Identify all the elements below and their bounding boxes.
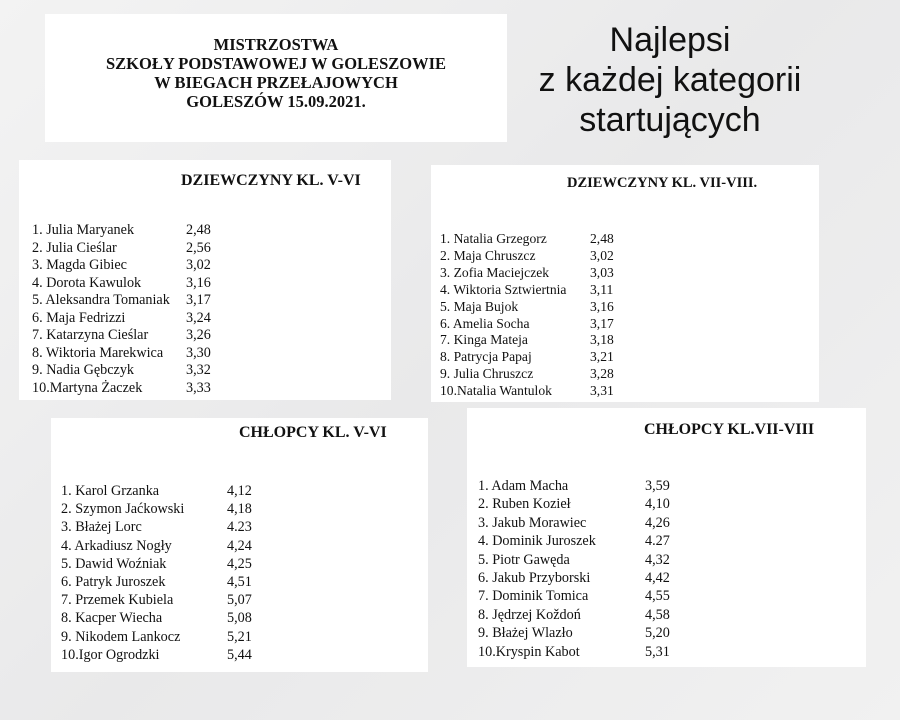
- result-row: [32, 345, 211, 363]
- athlete-time: 4,55: [645, 588, 670, 605]
- athlete-time: 3,17: [186, 292, 211, 308]
- athlete-time: 4,51: [227, 574, 252, 591]
- subtitle-line: z każdej kategorii: [538, 61, 802, 99]
- athlete-time: 4,10: [645, 496, 670, 513]
- result-row: [440, 248, 614, 265]
- result-row: [478, 569, 670, 587]
- results-panel-girls-v-vi: [19, 160, 391, 400]
- category-title: CHŁOPCY KL.VII-VIII: [644, 421, 815, 438]
- result-row: [440, 282, 614, 299]
- result-row: [32, 275, 211, 293]
- result-row: [478, 606, 670, 624]
- athlete-time: 4,42: [645, 570, 670, 587]
- athlete-time: 4.27: [645, 533, 670, 550]
- athlete-time: 4.23: [227, 519, 252, 536]
- header-line: GOLESZÓW 15.09.2021.: [186, 92, 366, 111]
- athlete-name: 7. Dominik Tomica: [478, 588, 589, 605]
- header-line: MISTRZOSTWA: [213, 35, 339, 54]
- athlete-name: 4. Wiktoria Sztwiertnia: [440, 281, 567, 297]
- athlete-time: 2,48: [186, 222, 211, 238]
- result-row: [61, 537, 252, 555]
- result-row: [478, 477, 670, 495]
- athlete-time: 3,18: [590, 332, 614, 348]
- athlete-name: 10.Martyna Żaczek: [32, 379, 143, 396]
- athlete-name: 2. Szymon Jaćkowski: [61, 501, 185, 518]
- results-list: [478, 477, 670, 661]
- athlete-time: 3,59: [645, 478, 670, 494]
- athlete-time: 3,03: [590, 264, 614, 280]
- athlete-time: 5,08: [227, 610, 252, 627]
- athlete-name: 5. Piotr Gawęda: [478, 551, 570, 568]
- result-row: [440, 231, 614, 248]
- athlete-name: 4. Arkadiusz Nogły: [61, 537, 172, 554]
- result-row: [440, 349, 614, 366]
- result-row: [32, 362, 211, 380]
- athlete-time: 3,16: [590, 298, 614, 314]
- athlete-name: 4. Dominik Juroszek: [478, 533, 596, 550]
- header-line: W BIEGACH PRZEŁAJOWYCH: [154, 73, 398, 92]
- result-row: [440, 383, 614, 400]
- athlete-time: 3,30: [186, 344, 211, 361]
- result-row: [61, 573, 252, 591]
- athlete-name: 7. Przemek Kubiela: [61, 592, 174, 609]
- athlete-time: 4,32: [645, 551, 670, 568]
- athlete-name: 4. Dorota Kawulok: [32, 274, 142, 291]
- result-row: [61, 555, 252, 573]
- result-row: [440, 299, 614, 316]
- athlete-name: 7. Kinga Mateja: [440, 332, 528, 348]
- results-list: [440, 231, 614, 400]
- athlete-time: 3,11: [590, 281, 614, 297]
- result-row: [440, 332, 614, 349]
- athlete-name: 9. Julia Chruszcz: [440, 366, 534, 382]
- category-title: DZIEWCZYNY KL. VII-VIII.: [567, 175, 758, 191]
- slide-subtitle: [520, 20, 820, 140]
- athlete-name: 5. Aleksandra Tomaniak: [32, 292, 170, 308]
- athlete-name: 7. Katarzyna Cieślar: [32, 327, 149, 343]
- athlete-name: 10.Natalia Wantulok: [440, 383, 552, 399]
- athlete-name: 6. Maja Fedrizzi: [32, 309, 126, 326]
- athlete-time: 4,24: [227, 537, 252, 554]
- athlete-name: 9. Nikodem Lankocz: [61, 628, 181, 645]
- result-row: [478, 624, 670, 642]
- results-panel-boys-vii-viii: [467, 408, 866, 667]
- athlete-name: 1. Karol Grzanka: [61, 483, 160, 499]
- result-row: [32, 292, 211, 310]
- result-row: [32, 257, 211, 275]
- category-title: DZIEWCZYNY KL. V-VI: [181, 172, 361, 189]
- result-row: [32, 327, 211, 345]
- result-row: [32, 380, 211, 398]
- results-panel-girls-vii-viii: [431, 165, 819, 402]
- athlete-name: 6. Patryk Juroszek: [61, 574, 166, 591]
- athlete-time: 4,25: [227, 555, 252, 572]
- subtitle-line: Najlepsi: [609, 21, 731, 59]
- athlete-name: 8. Jędrzej Koždoń: [478, 606, 581, 623]
- athlete-name: 8. Kacper Wiecha: [61, 610, 163, 627]
- athlete-name: 10.Kryspin Kabot: [478, 643, 580, 660]
- result-row: [440, 265, 614, 282]
- athlete-name: 5. Dawid Woźniak: [61, 555, 167, 572]
- athlete-time: 3,28: [590, 366, 614, 382]
- athlete-name: 5. Maja Bujok: [440, 298, 519, 314]
- athlete-time: 3,33: [186, 379, 211, 396]
- athlete-time: 3,17: [590, 315, 614, 331]
- athlete-name: 1. Natalia Grzegorz: [440, 231, 547, 246]
- result-row: [440, 366, 614, 383]
- athlete-name: 8. Wiktoria Marekwica: [32, 344, 164, 361]
- athlete-time: 5,20: [645, 625, 670, 642]
- result-row: [478, 551, 670, 569]
- athlete-time: 4,26: [645, 514, 670, 531]
- athlete-name: 8. Patrycja Papaj: [440, 349, 532, 365]
- result-row: [478, 532, 670, 550]
- athlete-time: 4,58: [645, 606, 670, 623]
- result-row: [440, 316, 614, 333]
- athlete-time: 4,18: [227, 501, 252, 518]
- result-row: [61, 628, 252, 646]
- athlete-name: 9. Błażej Wlazło: [478, 625, 573, 642]
- result-row: [32, 222, 211, 240]
- athlete-name: 10.Igor Ogrodzki: [61, 646, 160, 663]
- athlete-name: 2. Maja Chruszcz: [440, 247, 536, 263]
- athlete-time: 2,48: [590, 231, 614, 246]
- athlete-name: 3. Zofia Maciejczek: [440, 264, 550, 280]
- athlete-time: 3,02: [186, 257, 211, 273]
- athlete-name: 6. Jakub Przyborski: [478, 570, 591, 587]
- athlete-time: 5,44: [227, 646, 252, 663]
- athlete-time: 5,07: [227, 592, 252, 609]
- athlete-time: 3,26: [186, 327, 211, 343]
- result-row: [61, 591, 252, 609]
- athlete-name: 1. Adam Macha: [478, 478, 569, 494]
- athlete-time: 2,56: [186, 239, 211, 256]
- result-row: [32, 240, 211, 258]
- result-row: [61, 609, 252, 627]
- athlete-name: 2. Julia Cieślar: [32, 239, 117, 256]
- results-panel-boys-v-vi: [51, 418, 428, 672]
- result-row: [32, 310, 211, 328]
- athlete-name: 2. Ruben Kozieł: [478, 496, 571, 513]
- athlete-time: 5,21: [227, 628, 252, 645]
- athlete-name: 1. Julia Maryanek: [32, 222, 135, 238]
- athlete-name: 9. Nadia Gębczyk: [32, 362, 135, 378]
- athlete-name: 3. Magda Gibiec: [32, 257, 127, 273]
- athlete-time: 3,31: [590, 383, 614, 399]
- category-title: CHŁOPCY KL. V-VI: [239, 424, 387, 441]
- athlete-time: 3,24: [186, 309, 211, 326]
- results-list: [32, 222, 211, 397]
- result-row: [61, 500, 252, 518]
- results-list: [61, 482, 252, 664]
- subtitle-line: startujących: [579, 101, 761, 139]
- header-line: SZKOŁY PODSTAWOWEJ W GOLESZOWIE: [105, 54, 447, 73]
- result-row: [478, 514, 670, 532]
- result-row: [61, 646, 252, 664]
- result-row: [478, 643, 670, 661]
- athlete-time: 3,32: [186, 362, 211, 378]
- athlete-name: 3. Błażej Lorc: [61, 519, 142, 536]
- athlete-time: 5,31: [645, 643, 670, 660]
- result-row: [61, 518, 252, 536]
- athlete-time: 3,02: [590, 247, 614, 263]
- result-row: [478, 495, 670, 513]
- athlete-time: 4,12: [227, 483, 252, 499]
- athlete-time: 3,21: [590, 349, 614, 365]
- result-row: [478, 587, 670, 605]
- athlete-name: 6. Amelia Socha: [440, 315, 530, 331]
- athlete-time: 3,16: [186, 274, 211, 291]
- result-row: [61, 482, 252, 500]
- athlete-name: 3. Jakub Morawiec: [478, 514, 587, 531]
- competition-header: [45, 14, 507, 142]
